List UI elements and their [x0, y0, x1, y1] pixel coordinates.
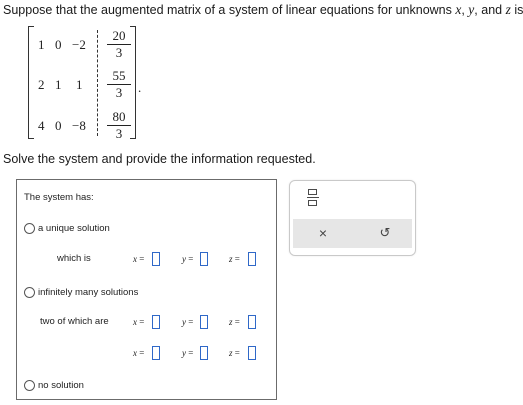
- var-z: z: [505, 2, 511, 17]
- unique-sublabel: which is: [57, 253, 91, 264]
- eq-z: [229, 348, 240, 358]
- var-x: x: [455, 2, 462, 17]
- equals-sign: =: [234, 254, 240, 264]
- infinite-2-y-input[interactable]: [200, 346, 208, 360]
- fraction-icon-bar: [307, 197, 319, 198]
- close-icon[interactable]: ×: [318, 225, 328, 241]
- var-x: x: [133, 254, 137, 264]
- equals-sign: =: [188, 254, 194, 264]
- unique-z-input[interactable]: [248, 252, 256, 266]
- equals-sign: =: [139, 317, 145, 327]
- eq-y: [182, 348, 193, 358]
- infinite-1-y-input[interactable]: [200, 315, 208, 329]
- infinite-2-z-input[interactable]: [248, 346, 256, 360]
- fraction-icon-numerator-box: [308, 189, 317, 195]
- var-z: z: [229, 254, 233, 264]
- matrix-entry: 2: [38, 77, 45, 92]
- fraction-icon[interactable]: [307, 188, 319, 207]
- eq-y: [182, 254, 193, 264]
- var-z: z: [229, 317, 233, 327]
- augment-divider: [97, 30, 98, 136]
- var-x: x: [133, 348, 137, 358]
- matrix-period: .: [138, 80, 142, 95]
- unique-x-input[interactable]: [152, 252, 160, 266]
- eq-z: [229, 254, 240, 264]
- equals-sign: =: [234, 348, 240, 358]
- fraction-denominator: 3: [115, 126, 123, 141]
- fraction-numerator: 80: [107, 109, 131, 126]
- option-label-unique: a unique solution: [38, 223, 110, 234]
- eq-x: [133, 317, 144, 327]
- matrix-entry: −2: [72, 37, 86, 52]
- matrix-entry: 1: [76, 77, 83, 92]
- matrix-left-bracket: [28, 26, 34, 139]
- equals-sign: =: [234, 317, 240, 327]
- matrix-entry: 4: [38, 118, 45, 133]
- prompt-sep: ,: [461, 3, 469, 17]
- infinite-2-x-input[interactable]: [152, 346, 160, 360]
- matrix-entry: 1: [55, 77, 62, 92]
- equals-sign: =: [188, 317, 194, 327]
- infinite-sublabel: two of which are: [40, 316, 109, 327]
- var-y: y: [182, 317, 186, 327]
- prompt-sep: , and: [474, 3, 506, 17]
- var-z: z: [229, 348, 233, 358]
- eq-z: [229, 317, 240, 327]
- prompt-text: Suppose that the augmented matrix of a system of linear equations for unknowns: [3, 3, 456, 17]
- var-y: y: [182, 348, 186, 358]
- undo-icon[interactable]: ↺: [379, 225, 391, 240]
- toolbar-action-bar: [293, 219, 412, 248]
- eq-x: [133, 254, 144, 264]
- var-y: y: [182, 254, 186, 264]
- var-y: y: [468, 2, 475, 17]
- fraction-numerator: 20: [107, 28, 131, 45]
- problem-prompt: [3, 2, 523, 18]
- matrix-entry: 0: [55, 37, 62, 52]
- option-label-infinite: infinitely many solutions: [38, 287, 139, 298]
- matrix-fraction: [107, 28, 131, 61]
- option-label-none: no solution: [38, 380, 84, 391]
- infinite-1-z-input[interactable]: [248, 315, 256, 329]
- eq-y: [182, 317, 193, 327]
- answer-heading: The system has:: [24, 192, 94, 203]
- fraction-denominator: 3: [115, 85, 123, 100]
- matrix-entry: −8: [72, 118, 86, 133]
- instructions: Solve the system and provide the information requested.: [3, 152, 316, 166]
- eq-x: [133, 348, 144, 358]
- equals-sign: =: [139, 348, 145, 358]
- matrix-fraction: [107, 109, 131, 142]
- radio-no-solution[interactable]: [24, 380, 35, 391]
- matrix-entry: 1: [38, 37, 45, 52]
- var-x: x: [133, 317, 137, 327]
- radio-infinitely-many[interactable]: [24, 287, 35, 298]
- matrix-entry: 0: [55, 118, 62, 133]
- fraction-numerator: 55: [107, 68, 131, 85]
- radio-unique-solution[interactable]: [24, 223, 35, 234]
- prompt-text: is: [510, 3, 523, 17]
- fraction-denominator: 3: [115, 45, 123, 60]
- unique-y-input[interactable]: [200, 252, 208, 266]
- equals-sign: =: [139, 254, 145, 264]
- equals-sign: =: [188, 348, 194, 358]
- infinite-1-x-input[interactable]: [152, 315, 160, 329]
- matrix-fraction: [107, 68, 131, 101]
- fraction-icon-denominator-box: [308, 200, 317, 206]
